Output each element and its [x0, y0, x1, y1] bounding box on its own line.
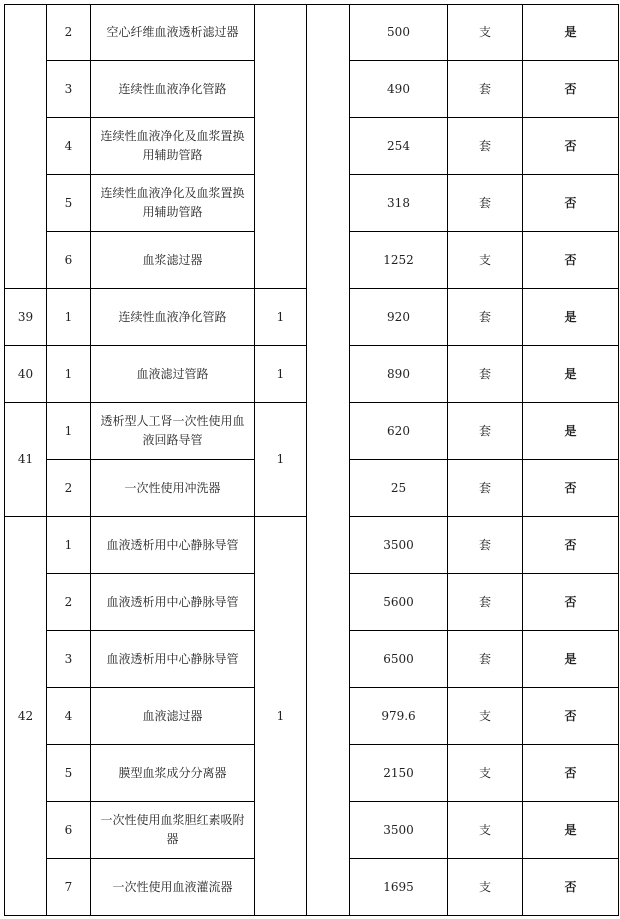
qty-cell: 1 [255, 346, 307, 403]
sub-index-cell: 1 [47, 517, 91, 574]
unit-cell: 套 [448, 574, 523, 631]
table-row [5, 5, 619, 61]
price-cell: 1695 [350, 859, 448, 916]
qty-cell: 1 [255, 403, 307, 517]
price-cell: 490 [350, 61, 448, 118]
product-name-cell: 空心纤维血液透析滤过器 [91, 5, 255, 61]
qty-cell: 1 [255, 289, 307, 346]
flag-cell: 是 [523, 631, 619, 688]
product-name-cell: 血液透析用中心静脉导管 [91, 517, 255, 574]
flag-cell: 否 [523, 574, 619, 631]
flag-cell: 是 [523, 289, 619, 346]
flag-cell: 是 [523, 5, 619, 61]
unit-cell: 支 [448, 859, 523, 916]
product-name-cell: 一次性使用冲洗器 [91, 460, 255, 517]
sub-index-cell: 1 [47, 289, 91, 346]
product-name-cell: 连续性血液净化及血浆置换用辅助管路 [91, 175, 255, 232]
price-cell: 5600 [350, 574, 448, 631]
price-cell: 2150 [350, 745, 448, 802]
flag-cell: 否 [523, 745, 619, 802]
price-cell: 3500 [350, 802, 448, 859]
sub-index-cell: 6 [47, 232, 91, 289]
product-name-cell: 一次性使用血液灌流器 [91, 859, 255, 916]
unit-cell: 套 [448, 517, 523, 574]
unit-cell: 套 [448, 61, 523, 118]
blank-column-cell [307, 5, 350, 916]
sub-index-cell: 2 [47, 460, 91, 517]
price-cell: 25 [350, 460, 448, 517]
product-name-cell: 透析型人工肾一次性使用血液回路导管 [91, 403, 255, 460]
product-name-cell: 连续性血液净化及血浆置换用辅助管路 [91, 118, 255, 175]
price-cell: 3500 [350, 517, 448, 574]
price-cell: 6500 [350, 631, 448, 688]
product-name-cell: 膜型血浆成分分离器 [91, 745, 255, 802]
flag-cell: 否 [523, 118, 619, 175]
product-price-table [4, 4, 619, 916]
sub-index-cell: 2 [47, 574, 91, 631]
unit-cell: 支 [448, 232, 523, 289]
qty-cell: 1 [255, 517, 307, 916]
sub-index-cell: 2 [47, 5, 91, 61]
flag-cell: 是 [523, 802, 619, 859]
product-name-cell: 血液滤过器 [91, 688, 255, 745]
price-cell: 500 [350, 5, 448, 61]
product-name-cell: 血液透析用中心静脉导管 [91, 574, 255, 631]
price-cell: 1252 [350, 232, 448, 289]
unit-cell: 套 [448, 403, 523, 460]
price-cell: 318 [350, 175, 448, 232]
price-cell: 979.6 [350, 688, 448, 745]
product-name-cell: 血浆滤过器 [91, 232, 255, 289]
sub-index-cell: 5 [47, 175, 91, 232]
unit-cell: 套 [448, 289, 523, 346]
product-name-cell: 血液透析用中心静脉导管 [91, 631, 255, 688]
unit-cell: 支 [448, 802, 523, 859]
flag-cell: 是 [523, 403, 619, 460]
flag-cell: 否 [523, 859, 619, 916]
unit-cell: 套 [448, 460, 523, 517]
seq-cell: 42 [5, 517, 47, 916]
flag-cell: 否 [523, 61, 619, 118]
flag-cell: 否 [523, 175, 619, 232]
product-name-cell: 一次性使用血浆胆红素吸附器 [91, 802, 255, 859]
price-cell: 890 [350, 346, 448, 403]
unit-cell: 套 [448, 175, 523, 232]
product-name-cell: 连续性血液净化管路 [91, 61, 255, 118]
qty-cell [255, 5, 307, 289]
sub-index-cell: 3 [47, 61, 91, 118]
sub-index-cell: 6 [47, 802, 91, 859]
price-cell: 920 [350, 289, 448, 346]
seq-cell [5, 5, 47, 289]
flag-cell: 否 [523, 232, 619, 289]
unit-cell: 支 [448, 688, 523, 745]
sub-index-cell: 4 [47, 688, 91, 745]
price-cell: 254 [350, 118, 448, 175]
sub-index-cell: 1 [47, 346, 91, 403]
unit-cell: 套 [448, 346, 523, 403]
sub-index-cell: 5 [47, 745, 91, 802]
unit-cell: 支 [448, 745, 523, 802]
flag-cell: 是 [523, 346, 619, 403]
product-name-cell: 血液滤过管路 [91, 346, 255, 403]
seq-cell: 39 [5, 289, 47, 346]
unit-cell: 支 [448, 5, 523, 61]
price-cell: 620 [350, 403, 448, 460]
unit-cell: 套 [448, 631, 523, 688]
unit-cell: 套 [448, 118, 523, 175]
seq-cell: 40 [5, 346, 47, 403]
flag-cell: 否 [523, 460, 619, 517]
sub-index-cell: 4 [47, 118, 91, 175]
flag-cell: 否 [523, 517, 619, 574]
sub-index-cell: 3 [47, 631, 91, 688]
seq-cell: 41 [5, 403, 47, 517]
sub-index-cell: 1 [47, 403, 91, 460]
product-name-cell: 连续性血液净化管路 [91, 289, 255, 346]
flag-cell: 否 [523, 688, 619, 745]
sub-index-cell: 7 [47, 859, 91, 916]
